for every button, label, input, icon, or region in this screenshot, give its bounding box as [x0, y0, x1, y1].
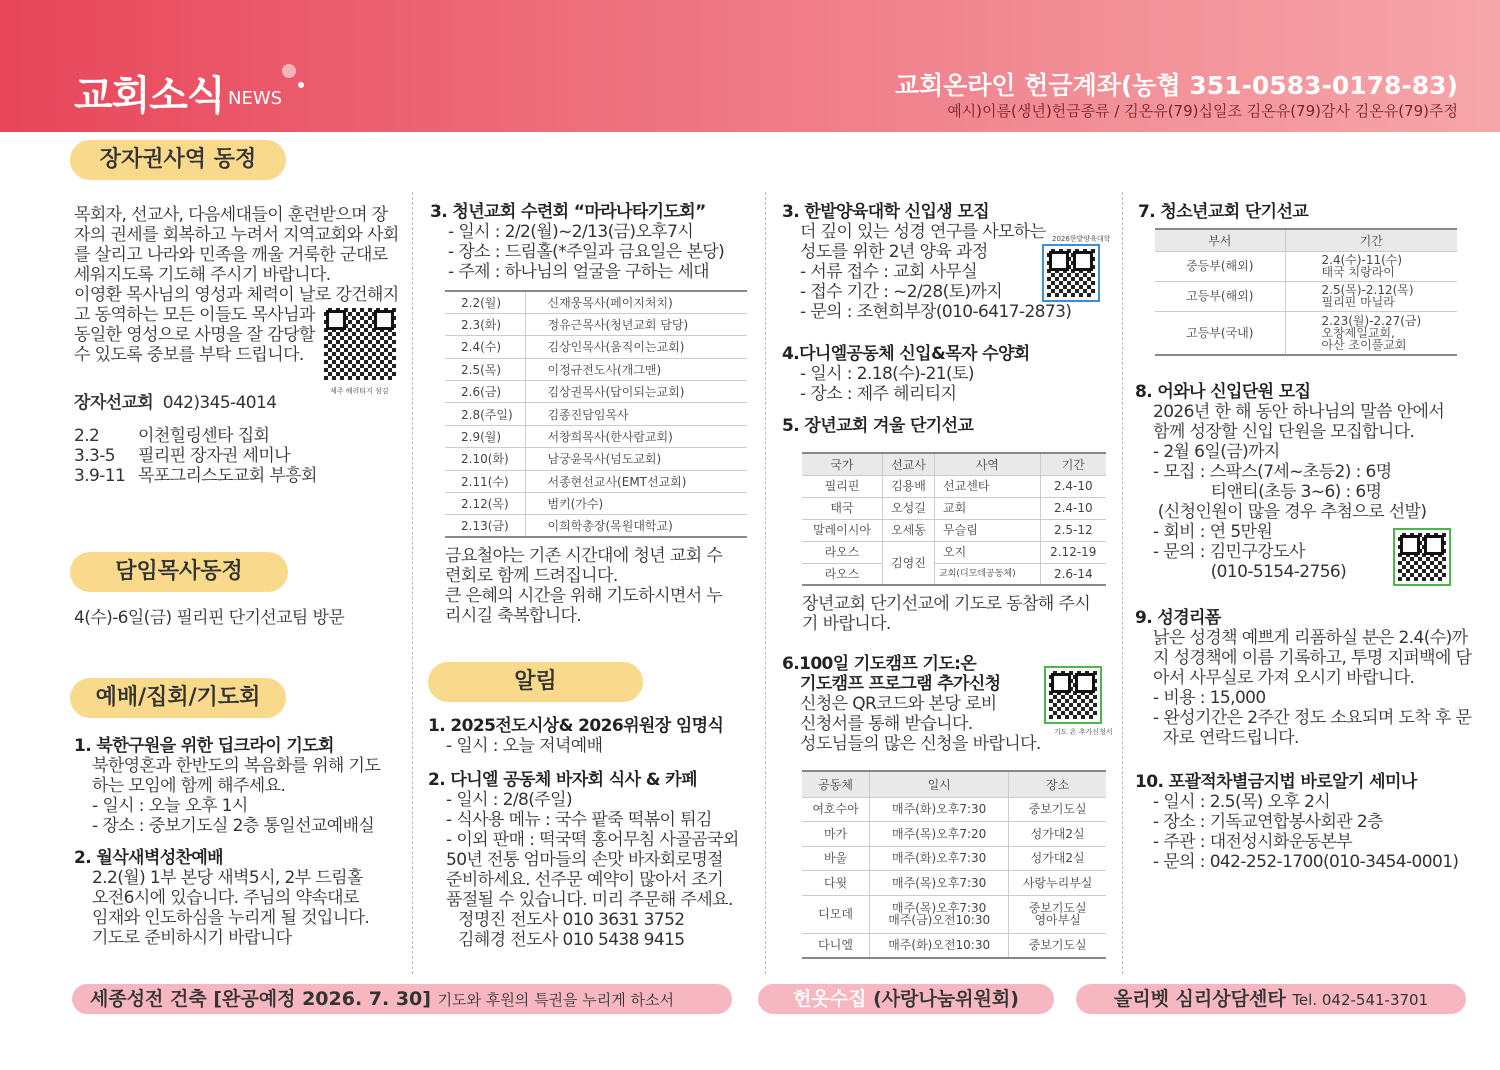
- text-line: 품절될 수 있습니다. 미리 주문해 주세요.: [446, 890, 733, 910]
- table-row: [1155, 251, 1457, 281]
- table-cell: 필리핀: [802, 475, 882, 497]
- youth-mission-title: [1138, 202, 1308, 222]
- table-cell: 2.13(금): [445, 515, 525, 537]
- text-line: (010-5154-2756): [1153, 562, 1347, 582]
- text-line: 준비하세요. 선주문 예약이 많아서 조기: [446, 870, 724, 890]
- item-title: 7. 청소년교회 단기선교: [1138, 202, 1309, 222]
- table-cell: 2.5-12: [1040, 519, 1106, 541]
- table-cell: 2.6-14: [1040, 563, 1106, 585]
- text-line: - 모집 : 스팍스(7세~초등2) : 6명: [1153, 462, 1392, 482]
- table-cell: 선교센타: [935, 475, 1041, 497]
- item-title: 5. 장년교회 겨울 단기선교: [782, 416, 974, 436]
- table-row: [445, 470, 747, 492]
- table-cell: 중보기도실: [1009, 933, 1106, 958]
- text-line: - 2월 6일(금)까지: [1153, 442, 1280, 462]
- text-line: 4(수)-6일(금) 필리핀 단기선교팀 방문: [74, 608, 345, 628]
- text-line: - 주제 : 하나님의 얼굴을 구하는 세대: [448, 262, 709, 282]
- text-line: - 식사용 메뉴 : 국수 팥죽 떡볶이 튀김: [446, 810, 712, 830]
- table-row: [445, 403, 747, 425]
- qr-code-icon[interactable]: [1047, 249, 1095, 297]
- retreat-note: [445, 546, 755, 626]
- item-title: 10. 포괄적차별금지법 바로알기 세미나: [1135, 772, 1417, 792]
- item-title: 1. 북한구원을 위한 딥크라이 기도회: [74, 736, 334, 756]
- worship-items: [74, 736, 404, 948]
- qr-code-icon[interactable]: [324, 308, 396, 380]
- text-line: - 장소 : 드림홀(*주일과 금요일은 본당): [448, 242, 725, 262]
- text-line: 목회자, 선교사, 다음세대들이 훈련받으며 장: [74, 205, 388, 225]
- header-banner: [0, 0, 1500, 132]
- table-cell: 김종진담임목사: [525, 403, 747, 425]
- table-row: [802, 871, 1106, 896]
- item-title: 9. 성경리폼: [1135, 608, 1221, 628]
- decor-dot-small-icon: [298, 82, 304, 88]
- table-cell: 교회: [935, 497, 1041, 519]
- text-line: 50년 전통 엄마들의 손맛 바자회로명절: [446, 850, 723, 870]
- table-cell: 2.23(월)-2.27(금) 오창제일교회, 아산 조이풀교회: [1285, 311, 1457, 355]
- section-title-notice: 알림: [428, 662, 643, 702]
- youth-retreat: [430, 202, 760, 282]
- item-title: 6.100일 기도캠프 기도:온: [782, 654, 977, 674]
- table-header: 공동체: [802, 771, 870, 797]
- item-title: 3. 한밭양육대학 신입생 모집: [782, 202, 990, 222]
- text-line: 큰 은혜의 시간을 위해 기도하시면서 누: [445, 586, 723, 606]
- table-cell: 2.11(수): [445, 470, 525, 492]
- table-cell: 2.2(월): [445, 291, 525, 313]
- table-cell: 다니엘: [802, 933, 870, 958]
- qr-frame-blue: [1042, 244, 1100, 302]
- page-subtitle: NEWS: [228, 88, 283, 109]
- text-line: - 일시 : 2.5(목) 오후 2시: [1153, 792, 1331, 812]
- table-row: [802, 797, 1106, 822]
- text-line: - 접수 기간 : ~2/28(토)까지: [800, 282, 1003, 302]
- footer-build-banner: [72, 984, 732, 1014]
- table-cell: 말레이시아: [802, 519, 882, 541]
- table-cell: 고등부(해외): [1155, 281, 1285, 311]
- item-title: 3. 청년교회 수련회 “마라나타기도회”: [430, 202, 706, 222]
- table-cell: 고등부(국내): [1155, 311, 1285, 355]
- table-cell: 성가대2실: [1009, 822, 1106, 847]
- text-line: - 이외 판매 : 떡국떡 홍어무침 사골곰국외: [446, 830, 739, 850]
- page-title: 교회소식: [74, 73, 225, 119]
- pastor-text: [74, 608, 344, 628]
- qr-caption: 기도 온 추가신청서: [1054, 728, 1113, 736]
- text-line: 함께 성장할 신입 단원을 모집합니다.: [1153, 422, 1415, 442]
- qr-caption: 제주 헤리티지 섬김: [330, 387, 389, 395]
- group-table: [802, 770, 1106, 959]
- table-row: [445, 381, 747, 403]
- table-cell: 2.6(금): [445, 381, 525, 403]
- table-cell: 매주(목)오후7:30 매주(금)오전10:30: [870, 895, 1009, 933]
- table-row: [802, 895, 1106, 933]
- item-title: 2. 월삭새벽성찬예배: [74, 848, 223, 868]
- build-subtitle: 기도와 후원의 특권을 누리게 하소서: [437, 991, 675, 1009]
- section-title-jangja: 장자권사역 동정: [70, 140, 286, 180]
- table-cell: 중보기도실: [1009, 797, 1106, 822]
- text-line: 성도님들의 많은 신청을 바랍니다.: [800, 734, 1041, 754]
- text-line: - 일시 : 2.18(수)-21(토): [800, 364, 974, 384]
- table-header: 장소: [1009, 771, 1106, 797]
- text-line: 리시길 축복합니다.: [445, 606, 582, 626]
- text-line: 2026년 한 해 동안 하나님의 말씀 안에서: [1153, 402, 1445, 422]
- column-divider: [412, 192, 413, 974]
- church-name: 장자선교회: [74, 393, 154, 413]
- mission-note: [802, 594, 1112, 634]
- table-cell: 2.9(월): [445, 425, 525, 447]
- table-cell: 2.4(수)-11(수) 태국 치랑라이: [1285, 251, 1457, 281]
- table-cell: 2.12-19: [1040, 541, 1106, 563]
- table-cell: 매주(목)오후7:20: [870, 822, 1009, 847]
- text-line: - 비용 : 15,000: [1153, 688, 1266, 708]
- clothes-title: 헌옷수집: [793, 988, 867, 1010]
- table-row: [445, 336, 747, 358]
- table-cell: 신재웅목사(페이지처치): [525, 291, 747, 313]
- table-row: [445, 515, 747, 537]
- item-title: 2. 다니엘 공동체 바자회 식사 & 카페: [428, 770, 697, 790]
- build-title: 세종성전 건축 [완공예정 2026. 7. 30]: [90, 988, 431, 1010]
- table-cell: 2.3(화): [445, 313, 525, 335]
- table-cell: 라오스: [802, 541, 882, 563]
- table-row: [445, 291, 747, 313]
- text-line: - 문의 : 042-252-1700(010-3454-0001): [1153, 852, 1459, 872]
- table-row: [445, 493, 747, 515]
- table-cell: 2.4-10: [1040, 475, 1106, 497]
- table-cell: 이희학총장(목원대학교): [525, 515, 747, 537]
- text-line: - 일시 : 2/8(주일): [446, 790, 572, 810]
- text-line: 수 있도록 중보를 부탁 드립니다.: [74, 345, 304, 365]
- table-cell: 디모데: [802, 895, 870, 933]
- table-cell: 매주(화)오후7:30: [870, 797, 1009, 822]
- table-cell: 김상인목사(움직이는교회): [525, 336, 747, 358]
- youth-mission-table: [1155, 228, 1457, 356]
- text-line: 낡은 성경책 예쁘게 리폼하실 분은 2.4(수)까: [1153, 628, 1468, 648]
- item-title: 기도캠프 프로그램 추가신청: [800, 674, 1001, 694]
- decor-dot-icon: [282, 64, 296, 78]
- text-line: - 장소 : 제주 헤리티지: [800, 384, 957, 404]
- table-row: [1155, 281, 1457, 311]
- text-line: 김혜경 전도사 010 5438 9415: [458, 930, 685, 950]
- table-header: 일시: [870, 771, 1009, 797]
- table-row: [802, 933, 1106, 958]
- text-line: 련회로 함께 드려집니다.: [445, 566, 618, 586]
- table-row: [445, 313, 747, 335]
- table-cell: 김상권목사(답이되는교회): [525, 381, 747, 403]
- text-line: - 일시 : 2/2(월)~2/13(금)오후7시: [448, 222, 694, 242]
- qr-frame-green: [1393, 528, 1451, 586]
- table-cell: 매주(화)오후7:30: [870, 846, 1009, 871]
- table-cell: 사랑누리부실: [1009, 871, 1106, 896]
- footer-counsel-banner: [1076, 984, 1466, 1014]
- schedule-date: 2.2: [74, 426, 100, 446]
- table-cell: 매주(화)오전10:30: [870, 933, 1009, 958]
- seminar: [1135, 772, 1475, 872]
- table-cell: 2.8(주일): [445, 403, 525, 425]
- account-example: 예시)이름(생년)헌금종류 / 김온유(79)십일조 김온유(79)감사 김온유(79)주정: [947, 102, 1458, 120]
- table-cell: 다윗: [802, 871, 870, 896]
- qr-code-icon[interactable]: [1398, 533, 1446, 581]
- clothes-org: (사랑나눔위원회): [866, 988, 1019, 1010]
- bible-reform: [1135, 608, 1475, 748]
- table-header: 부서: [1155, 229, 1285, 251]
- schedule-date: 3.9-11: [74, 466, 126, 486]
- table-cell: 교회(디모데공동체): [935, 563, 1041, 585]
- table-cell: 2.4(수): [445, 336, 525, 358]
- text-line: 아서 사무실로 가져 오시기 바랍니다.: [1153, 668, 1415, 688]
- section-title-pastor: 담임목사동정: [70, 552, 288, 592]
- text-line: 2.2(월) 1부 본당 새벽5시, 2부 드림홀: [92, 868, 363, 888]
- table-cell: 이정규전도사(개그맨): [525, 358, 747, 380]
- text-line: - 문의 : 김민구강도사: [1153, 542, 1305, 562]
- schedule-text: 목포그리스도교회 부흥회: [138, 466, 317, 486]
- counsel-tel: Tel. 042-541-3701: [1292, 991, 1429, 1009]
- text-line: - 문의 : 조현희부장(010-6417-2873): [800, 302, 1072, 322]
- item-title: 4.다니엘공동체 신입&목자 수양회: [782, 344, 1030, 364]
- schedule-date: 3.3-5: [74, 446, 115, 466]
- table-row: [445, 448, 747, 470]
- table-row: [445, 358, 747, 380]
- text-line: 고 동역하는 모든 이들도 목사님과: [74, 305, 315, 325]
- table-cell: 라오스: [802, 563, 882, 585]
- table-cell: 바울: [802, 846, 870, 871]
- text-line: 성도를 위한 2년 양육 과정: [800, 242, 988, 262]
- counsel-title: 올리벳 심리상담센타: [1113, 988, 1286, 1010]
- text-line: 신청은 QR코드와 본당 로비: [800, 694, 997, 714]
- text-line: (신청인원이 많을 경우 추첨으로 선발): [1153, 502, 1427, 522]
- text-line: 장년교회 단기선교에 기도로 동참해 주시: [802, 594, 1091, 614]
- table-cell: 매주(목)오후7:30: [870, 871, 1009, 896]
- table-header: 기간: [1040, 453, 1106, 475]
- account-info: 교회온라인 헌금계좌(농협 351-0583-0178-83): [894, 71, 1458, 100]
- text-line: - 주관 : 대전성시화운동본부: [1153, 832, 1353, 852]
- table-cell: 남궁윤목사(넘도교회): [525, 448, 747, 470]
- text-line: 금요철야는 기존 시간대에 청년 교회 수: [445, 546, 723, 566]
- table-row: [1155, 311, 1457, 355]
- text-line: 오전6시에 있습니다. 주님의 약속대로: [92, 888, 359, 908]
- daniel-retreat: [782, 344, 1112, 436]
- table-row: [445, 425, 747, 447]
- table-cell: 김용배: [882, 475, 934, 497]
- text-line: 자의 권세를 회복하고 누려서 지역교회와 사회: [74, 225, 399, 245]
- text-line: 기 바랍니다.: [802, 614, 891, 634]
- table-cell: 정유근목사(청년교회 담당): [525, 313, 747, 335]
- table-row: [802, 846, 1106, 871]
- table-cell: 서종현선교사(EMT선교회): [525, 470, 747, 492]
- speaker-table: [445, 290, 747, 538]
- footer-clothes-banner: [758, 984, 1054, 1014]
- table-header: 선교사: [882, 453, 934, 475]
- text-line: 이영환 목사님의 영성과 체력이 날로 강건해지: [74, 285, 399, 305]
- table-cell: 태국: [802, 497, 882, 519]
- qr-frame-green: [1044, 666, 1102, 724]
- text-line: 를 살리고 나라와 민족을 깨울 거룩한 군대로: [74, 245, 388, 265]
- column-divider: [1122, 192, 1123, 974]
- table-cell: 2.12(목): [445, 493, 525, 515]
- text-line: - 서류 접수 : 교회 사무실: [800, 262, 978, 282]
- table-cell: 중등부(해외): [1155, 251, 1285, 281]
- column-divider: [765, 192, 766, 974]
- text-line: 동일한 영성으로 사명을 잘 감당할: [74, 325, 315, 345]
- table-cell: 성가대2실: [1009, 846, 1106, 871]
- schedule-text: 이천힐링센타 집회: [138, 426, 270, 446]
- text-line: 더 깊이 있는 성경 연구를 사모하는: [800, 222, 1046, 242]
- table-cell: 여호수아: [802, 797, 870, 822]
- mission-table: [802, 452, 1106, 586]
- qr-caption: 2026한밭양육대학: [1052, 235, 1111, 243]
- text-line: 임재와 인도하심을 누리게 될 것입니다.: [92, 908, 370, 928]
- item-title: 8. 어와나 신입단원 모집: [1135, 382, 1311, 402]
- table-header: 국가: [802, 453, 882, 475]
- table-cell: 2.10(화): [445, 448, 525, 470]
- church-tel: 042)345-4014: [162, 393, 277, 413]
- section-title-worship: 예배/집회/기도회: [70, 678, 286, 718]
- text-line: 티앤티(초등 3~6) : 6명: [1153, 482, 1382, 502]
- text-line: 북한영혼과 한반도의 복음화를 위해 기도: [92, 756, 381, 776]
- table-cell: 오지: [935, 541, 1041, 563]
- text-line: - 일시 : 오늘 오후 1시: [92, 796, 248, 816]
- text-line: - 일시 : 오늘 저녁예배: [446, 736, 603, 756]
- table-cell: 2.4-10: [1040, 497, 1106, 519]
- text-line: 하는 모임에 함께 해주세요.: [92, 776, 286, 796]
- jangja-schedule: [74, 426, 317, 486]
- table-cell: 2.5(목): [445, 358, 525, 380]
- notice-items: [428, 716, 758, 950]
- table-header: 기간: [1285, 229, 1457, 251]
- text-line: 신청서를 통해 받습니다.: [800, 714, 973, 734]
- text-line: 지 성경책에 이름 기록하고, 투명 지퍼백에 담: [1153, 648, 1472, 668]
- table-header: 사역: [935, 453, 1041, 475]
- text-line: - 장소 : 중보기도실 2층 통일선교예배실: [92, 816, 375, 836]
- church-contact: [74, 393, 276, 413]
- text-line: 자로 연락드립니다.: [1153, 728, 1299, 748]
- table-cell: 범키(가수): [525, 493, 747, 515]
- table-cell: 중보기도실 영아부실: [1009, 895, 1106, 933]
- text-line: - 회비 : 연 5만원: [1153, 522, 1273, 542]
- table-cell: 오성길: [882, 497, 934, 519]
- table-cell: 무슬림: [935, 519, 1041, 541]
- table-cell: 오세동: [882, 519, 934, 541]
- table-cell: 서창희목사(한사람교회): [525, 425, 747, 447]
- text-line: 세워지도록 기도해 주시기 바랍니다.: [74, 265, 331, 285]
- text-line: - 완성기간은 2주간 정도 소요되며 도착 후 문: [1153, 708, 1472, 728]
- table-cell: 2.5(목)-2.12(목) 필리핀 마닐라: [1285, 281, 1457, 311]
- table-cell: 김영진: [882, 541, 934, 585]
- text-line: 기도로 준비하시기 바랍니다: [92, 928, 292, 948]
- table-cell: 마가: [802, 822, 870, 847]
- qr-code-icon[interactable]: [1049, 671, 1097, 719]
- text-line: - 장소 : 기독교연합봉사회관 2층: [1153, 812, 1383, 832]
- table-row: [802, 822, 1106, 847]
- schedule-text: 필리핀 장자권 세미나: [138, 446, 291, 466]
- text-line: 정명진 전도사 010 3631 3752: [458, 910, 685, 930]
- item-title: 1. 2025전도시상& 2026위원장 임명식: [428, 716, 724, 736]
